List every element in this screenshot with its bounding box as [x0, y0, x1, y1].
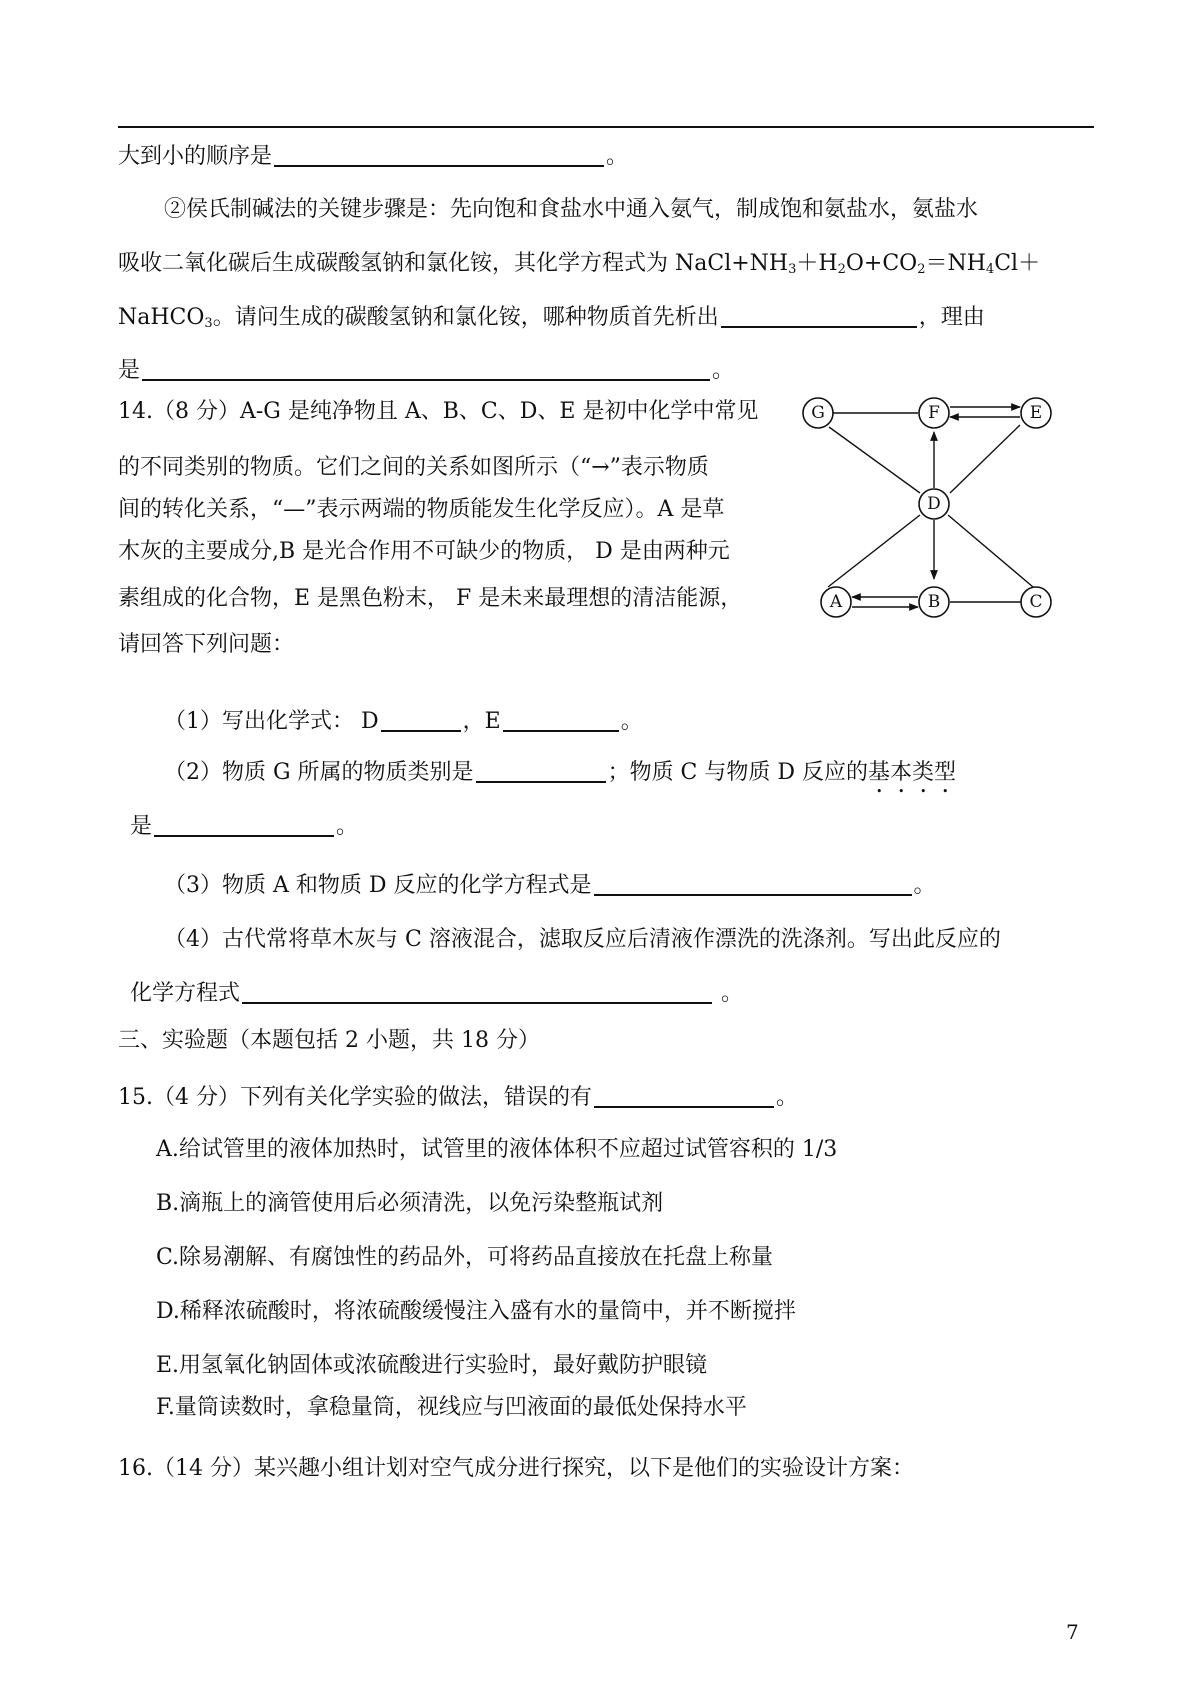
q14-sub3: （3）物质 A 和物质 D 反应的化学方程式是 。 — [164, 873, 936, 898]
order-line: 大到小的顺序是 。 — [118, 144, 629, 169]
q15-option: C.除易潮解、有腐蚀性的药品外，可将药品直接放在托盘上称量 — [156, 1245, 774, 1270]
q14-sub1: （1）写出化学式： D ，E 。 — [164, 709, 643, 734]
node-e — [1021, 398, 1051, 428]
q15-option: D.稀释浓硫酸时，将浓硫酸缓慢注入盛有水的量筒中，并不断搅拌 — [156, 1299, 796, 1324]
section-heading: 三、实验题（本题包括 2 小题，共 18 分） — [118, 1028, 540, 1053]
answer-blank[interactable] — [242, 980, 712, 1004]
svg-text:D: D — [927, 494, 941, 514]
q16-stem: 16.（14 分）某兴趣小组计划对空气成分进行探究，以下是他们的实验设计方案： — [118, 1456, 914, 1481]
q14-intro-line: 木灰的主要成分,B 是光合作用不可缺少的物质， D 是由两种元 — [118, 539, 730, 564]
svg-text:A: A — [829, 592, 843, 612]
reason-line: 是 。 — [118, 358, 735, 383]
q14-intro-line: 的不同类别的物质。它们之间的关系如图所示（“→”表示物质 — [118, 455, 709, 480]
node-a — [821, 587, 851, 617]
answer-blank[interactable] — [154, 813, 334, 837]
node-f — [919, 398, 949, 428]
q14-intro-line: 间的转化关系，“—”表示两端的物质能发生化学反应）。A 是草 — [118, 497, 725, 522]
svg-text:C: C — [1029, 592, 1043, 612]
q14-sub4-cont: 化学方程式 。 — [130, 981, 744, 1006]
svg-text:F: F — [928, 403, 940, 423]
q15-option: A.给试管里的液体加热时，试管里的液体体积不应超过试管容积的 1/3 — [156, 1137, 838, 1162]
q15-option: E.用氢氧化钠固体或浓硫酸进行实验时，最好戴防护眼镜 — [156, 1353, 708, 1378]
edge-d-c — [948, 515, 1033, 587]
node-b — [919, 587, 949, 617]
answer-blank[interactable] — [594, 1084, 774, 1108]
answer-blank[interactable] — [594, 872, 912, 896]
answer-blank[interactable] — [503, 708, 619, 732]
node-d — [919, 489, 949, 519]
answer-blank[interactable] — [381, 708, 461, 732]
q14-intro-line: 14.（8 分）A-G 是纯净物且 A、B、C、D、E 是初中化学中常见 — [118, 399, 759, 424]
answer-blank[interactable] — [274, 143, 604, 167]
q15-option: B.滴瓶上的滴管使用后必须清洗，以免污染整瓶试剂 — [156, 1191, 664, 1216]
edge-e-d — [950, 425, 1020, 493]
substance-relation-diagram — [800, 385, 1100, 665]
svg-text:B: B — [927, 592, 941, 612]
q14-sub2: （2）物质 G 所属的物质类别是 ；物质 C 与物质 D 反应的基本类型 — [164, 760, 957, 785]
q15-option: F.量筒读数时，拿稳量筒，视线应与凹液面的最低处保持水平 — [156, 1395, 747, 1420]
hou-process-line-3: NaHCO$_3$。请问生成的碳酸氢钠和氯化铵，哪种物质首先析出 ，理由 — [118, 305, 985, 331]
answer-blank[interactable] — [476, 759, 606, 783]
answer-blank[interactable] — [721, 304, 917, 328]
svg-text:E: E — [1029, 403, 1043, 423]
hou-process-line-1: ②侯氏制碱法的关键步骤是：先向饱和食盐水中通入氨气，制成饱和氨盐水，氨盐水 — [164, 197, 979, 222]
q14-intro-line: 请回答下列问题： — [118, 632, 295, 657]
page-number: 7 — [1066, 1620, 1079, 1644]
answer-blank[interactable] — [142, 357, 710, 381]
header-rule — [118, 126, 1094, 128]
hou-process-line-2: 吸收二氧化碳后生成碳酸氢钠和氯化铵，其化学方程式为 $NaCl+NH_3+H_2O+CO_2=NH_4Cl+$ — [118, 251, 1041, 277]
node-c — [1021, 587, 1051, 617]
q14-intro-line: 素组成的化合物，E 是黑色粉末， F 是未来最理想的清洁能源， — [118, 586, 743, 611]
node-g — [803, 398, 833, 428]
edge-d-a — [828, 515, 920, 587]
q14-sub4: （4）古代常将草木灰与 C 溶液混合，滤取反应后清液作漂洗的洗涤剂。写出此反应的 — [164, 927, 1001, 952]
q14-sub2-cont: 是 。 — [130, 814, 359, 839]
edge-g-d — [829, 427, 920, 493]
svg-text:G: G — [811, 403, 825, 423]
q15-stem: 15.（4 分）下列有关化学实验的做法，错误的有 。 — [118, 1085, 798, 1110]
